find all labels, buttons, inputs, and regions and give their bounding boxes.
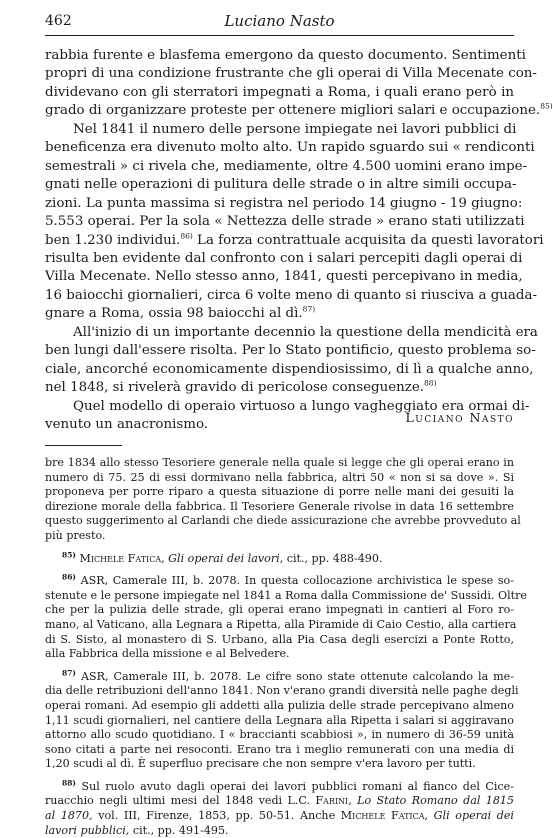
footnote-85 bbox=[45, 549, 514, 567]
text-line: Villa Mecenate. Nello stesso anno, 1841, questi percepivano in media, bbox=[45, 269, 523, 285]
text-line: dividevano con gli sterratori impegnati a Roma, i quali erano però in bbox=[45, 84, 514, 100]
note-line: direzione morale della fabbrica. Il Tesoriere Generale rivolse in data 16 settembre bbox=[45, 499, 514, 513]
note-line: più presto. bbox=[45, 528, 106, 542]
note-line: mano, al Vaticano, alla Legnara a Ripetta, alla Piramide di Caio Cestio, alla cartiera bbox=[45, 617, 517, 631]
running-title: Luciano Nasto bbox=[224, 12, 335, 30]
text-line: ben 1.230 individui.$^{86)}$ La forza contrattuale acquisita da questi lavoratori bbox=[45, 231, 544, 248]
text-line: All'inizio di un importante decennio la questione della mendicità era bbox=[73, 324, 538, 340]
paragraph-2 bbox=[45, 121, 544, 324]
note-line: di S. Sisto, al monastero di S. Urbano, alla Pia Casa degli esercizi a Ponte Rotto, bbox=[45, 632, 514, 646]
note-line: ruacchio negli ultimi mesi del 1848 vedi L.C. Farini, Lo Stato Romano dal 1815 bbox=[45, 794, 514, 808]
footnote-number: 88) bbox=[62, 778, 76, 788]
note-line: bre 1834 allo stesso Tesoriere generale nella quale si legge che gli operai erano in bbox=[45, 456, 514, 469]
text-line: venuto un anacronismo. bbox=[45, 417, 209, 433]
footnote-ref-87: 87) bbox=[302, 304, 316, 314]
footnote-87 bbox=[45, 668, 519, 772]
text-line: semestrali » ci rivela che, mediamente, oltre 4.500 uomini erano impe- bbox=[45, 158, 528, 174]
footnote-number: 87) bbox=[62, 668, 76, 678]
note-line: 1,20 scudi al dì. È superfluo precisare che non sempre v'era lavoro per tutti. bbox=[45, 757, 476, 771]
note-line: sono citati a parte nei resoconti. Erano tra i meglio remunerati con una media di bbox=[45, 742, 514, 756]
text-line: zioni. La punta massima si registra nel periodo 14 giugno - 19 giugno: bbox=[45, 195, 523, 211]
footnote-number: 85) bbox=[62, 549, 76, 559]
note-line: lavori pubblici, cit., pp. 491-495. bbox=[45, 823, 229, 837]
note-line: alla Fabbrica della missione e al Belvedere. bbox=[45, 647, 290, 661]
text-line: rabbia furente e blasfema emergono da questo documento. Sentimenti bbox=[45, 48, 526, 63]
footnote-number: 86) bbox=[62, 572, 76, 582]
footnote-86 bbox=[45, 572, 527, 662]
text-line: Nel 1841 il numero delle persone impiegate nei lavori pubblici di bbox=[73, 121, 517, 137]
footnote-ref-85: 85) bbox=[540, 101, 553, 111]
note-line: stenute e le persone impiegate nel 1841 a Roma dalla Commissione de' Sussidi. Oltre bbox=[45, 588, 527, 602]
text-line: beneficenza era divenuto molto alto. Un rapido sguardo sui « rendiconti bbox=[45, 140, 535, 156]
text-line: Quel modello di operaio virtuoso a lungo vagheggiato era ormai di- bbox=[73, 398, 530, 414]
author-signature: Luciano Nasto bbox=[405, 410, 514, 425]
note-line: $^{88)}$ Sul ruolo avuto dagli operai dei lavori pubblici romani al fianco del Cice- bbox=[62, 778, 514, 793]
text-line: grado di organizzare proteste per ottenere migliori salari e occupazione.$^{85)}$ bbox=[45, 101, 553, 119]
text-line: 5.553 operai. Per la sola « Nettezza delle strade » erano stati utilizzati bbox=[45, 214, 525, 230]
footnote-ref-86: 86) bbox=[180, 231, 193, 241]
page-header bbox=[45, 10, 514, 32]
paragraph-1 bbox=[45, 47, 553, 121]
text-line: ciale, ancorché economicamente dispendiosissimo, di lì a qualche anno, bbox=[45, 361, 534, 377]
note-line: 1,11 scudi giornalieri, nel cantiere della Legnara alla Ripetta i salari si aggiravano bbox=[45, 713, 514, 727]
note-line: $^{86)}$ ASR, Camerale III, b. 2078. In questa collocazione archivistica le spese so- bbox=[62, 572, 514, 588]
text-line: 16 baiocchi giornalieri, circa 6 volte meno di quanto si riusciva a guada- bbox=[45, 287, 537, 303]
note-line: questo suggerimento al Carlandi che diede assicurazione che avrebbe provveduto al bbox=[45, 514, 521, 528]
footnote-ref-88: 88) bbox=[424, 378, 437, 388]
text-line: risulta ben evidente dal confronto con i salari percepiti dagli operai di bbox=[45, 250, 523, 266]
note-line: attorno allo scudo quotidiano. I « braccianti scabbiosi », in numero di 36-59 unità bbox=[45, 728, 514, 742]
footnote-88 bbox=[45, 780, 514, 838]
text-line: ben lungi dall'essere risolta. Per lo Stato pontificio, questo problema so- bbox=[45, 343, 536, 359]
note-line: che per la pulizia delle strade, gli operai erano impegnati in cantieri al Foro ro- bbox=[45, 603, 514, 617]
text-line: propri di una condizione frustrante che gli operai di Villa Mecenate con- bbox=[45, 66, 537, 82]
text-line: nel 1848, si rivelerà gravido di pericolose conseguenze.$^{88)}$ bbox=[45, 378, 437, 396]
note-line: dia delle retribuzioni dell'anno 1841. Non v'erano grandi diversità nelle paghe degli bbox=[45, 684, 519, 698]
header-rule bbox=[45, 35, 514, 36]
note-line: $^{85)}$ Michele Fatica, Gli operai dei lavori, cit., pp. 488-490. bbox=[62, 549, 383, 565]
footnote-84-continued bbox=[45, 456, 521, 544]
main-text bbox=[45, 47, 553, 435]
note-line: $^{87)}$ ASR, Camerale III, b. 2078. Le cifre sono state ottenute calcolando la me- bbox=[62, 668, 514, 683]
note-line: operai romani. Ad esempio gli addetti alla pulizia delle strade percepivano almeno bbox=[45, 698, 514, 712]
footnote-separator bbox=[45, 445, 122, 446]
note-line: al 1870, vol. III, Firenze, 1853, pp. 50-51. Anche Michele Fatica, Gli operai dei bbox=[45, 809, 514, 823]
page-number: 462 bbox=[45, 13, 72, 29]
footnotes bbox=[45, 456, 527, 838]
note-line: numero di 75. 25 di essi dormivano nella fabbrica, altri 50 « non si sa dove ». Si bbox=[45, 470, 514, 484]
text-line: gnati nelle operazioni di pulitura delle strade o in altre simili occupa- bbox=[45, 177, 517, 193]
note-line: proponeva per porre riparo a questa situazione di porre nelle mani dei gesuiti la bbox=[45, 485, 514, 499]
text-line: gnare a Roma, ossia 98 baiocchi al dì.$^{87)}$ bbox=[45, 304, 316, 322]
paragraph-3 bbox=[45, 324, 538, 398]
